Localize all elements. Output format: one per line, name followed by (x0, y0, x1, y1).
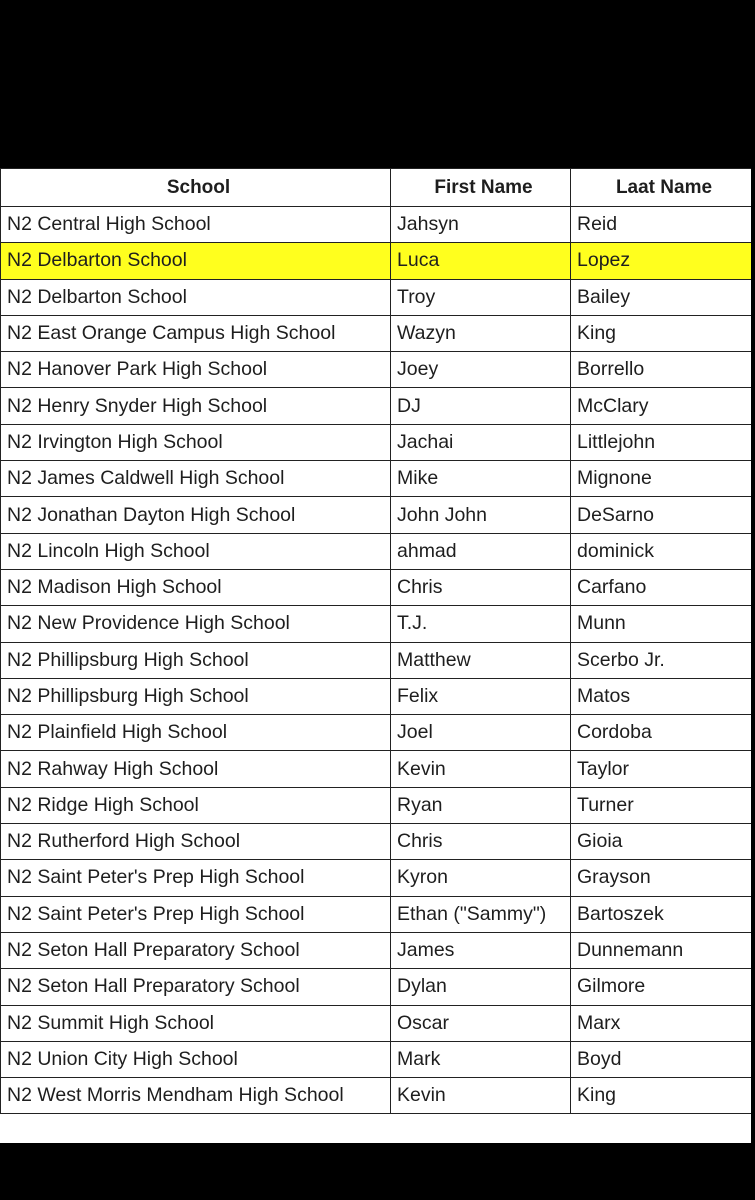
cell-first-name: Troy (391, 279, 571, 315)
table-row (1, 279, 752, 315)
cell-last-name: Carfano (571, 569, 752, 605)
cell-school: N2 Henry Snyder High School (1, 388, 391, 424)
table-row (1, 207, 752, 243)
cell-first-name: James (391, 932, 571, 968)
cell-first-name: Ryan (391, 787, 571, 823)
roster-sheet (0, 168, 755, 1143)
cell-last-name: Mignone (571, 461, 752, 497)
cell-last-name: DeSarno (571, 497, 752, 533)
table-row (1, 569, 752, 605)
table-row (1, 606, 752, 642)
table-row (1, 969, 752, 1005)
table-row (1, 932, 752, 968)
cell-first-name: Matthew (391, 642, 571, 678)
cell-first-name: Kevin (391, 751, 571, 787)
cell-first-name: Dylan (391, 969, 571, 1005)
table-row (1, 715, 752, 751)
table-row (1, 787, 752, 823)
cell-school: N2 Saint Peter's Prep High School (1, 896, 391, 932)
cell-school: N2 Phillipsburg High School (1, 678, 391, 714)
cell-school: N2 New Providence High School (1, 606, 391, 642)
cell-first-name: Joey (391, 352, 571, 388)
cell-school: N2 Seton Hall Preparatory School (1, 932, 391, 968)
cell-school: N2 East Orange Campus High School (1, 315, 391, 351)
cell-school: N2 Saint Peter's Prep High School (1, 860, 391, 896)
cell-last-name: Munn (571, 606, 752, 642)
table-row (1, 388, 752, 424)
table-row (1, 678, 752, 714)
cell-last-name: Bailey (571, 279, 752, 315)
cell-first-name: Jahsyn (391, 207, 571, 243)
cell-school: N2 James Caldwell High School (1, 461, 391, 497)
cell-last-name: Taylor (571, 751, 752, 787)
right-edge-strip (751, 168, 755, 1143)
table-row (1, 461, 752, 497)
cell-first-name: Ethan ("Sammy") (391, 896, 571, 932)
table-row (1, 352, 752, 388)
cell-first-name: John John (391, 497, 571, 533)
cell-last-name: Turner (571, 787, 752, 823)
table-row (1, 533, 752, 569)
cell-first-name: ahmad (391, 533, 571, 569)
cell-first-name: Chris (391, 824, 571, 860)
cell-last-name: Littlejohn (571, 424, 752, 460)
cell-school: N2 Rutherford High School (1, 824, 391, 860)
cell-last-name: McClary (571, 388, 752, 424)
cell-first-name: Wazyn (391, 315, 571, 351)
cell-school: N2 Ridge High School (1, 787, 391, 823)
header-school: School (1, 169, 391, 207)
table-row (1, 497, 752, 533)
cell-first-name: Oscar (391, 1005, 571, 1041)
cell-school: N2 Phillipsburg High School (1, 642, 391, 678)
cell-last-name: Cordoba (571, 715, 752, 751)
table-row (1, 1041, 752, 1077)
cell-first-name: Luca (391, 243, 571, 279)
header-first-name: First Name (391, 169, 571, 207)
cell-last-name: Borrello (571, 352, 752, 388)
header-row (1, 169, 752, 207)
cell-first-name: Mark (391, 1041, 571, 1077)
table-row (1, 1005, 752, 1041)
cell-school: N2 Irvington High School (1, 424, 391, 460)
cell-last-name: Marx (571, 1005, 752, 1041)
cell-school: N2 Union City High School (1, 1041, 391, 1077)
cell-school: N2 Central High School (1, 207, 391, 243)
cell-last-name: Grayson (571, 860, 752, 896)
roster-table (0, 168, 752, 1114)
table-row (1, 896, 752, 932)
cell-first-name: Jachai (391, 424, 571, 460)
cell-school: N2 Summit High School (1, 1005, 391, 1041)
table-row (1, 824, 752, 860)
table-row (1, 642, 752, 678)
cell-school: N2 Rahway High School (1, 751, 391, 787)
cell-school: N2 Hanover Park High School (1, 352, 391, 388)
table-row (1, 1078, 752, 1114)
cell-school: N2 Jonathan Dayton High School (1, 497, 391, 533)
cell-last-name: Dunnemann (571, 932, 752, 968)
cell-school: N2 Plainfield High School (1, 715, 391, 751)
bottom-black-bar (0, 1143, 755, 1200)
cell-school: N2 West Morris Mendham High School (1, 1078, 391, 1114)
cell-last-name: Reid (571, 207, 752, 243)
cell-first-name: Felix (391, 678, 571, 714)
cell-school: N2 Lincoln High School (1, 533, 391, 569)
cell-first-name: DJ (391, 388, 571, 424)
cell-first-name: T.J. (391, 606, 571, 642)
cell-last-name: Boyd (571, 1041, 752, 1077)
cell-school: N2 Seton Hall Preparatory School (1, 969, 391, 1005)
cell-last-name: King (571, 1078, 752, 1114)
cell-last-name: Lopez (571, 243, 752, 279)
table-row (1, 315, 752, 351)
cell-last-name: dominick (571, 533, 752, 569)
cell-last-name: King (571, 315, 752, 351)
cell-last-name: Matos (571, 678, 752, 714)
cell-school: N2 Delbarton School (1, 279, 391, 315)
table-row-highlighted (1, 243, 752, 279)
cell-last-name: Bartoszek (571, 896, 752, 932)
cell-last-name: Gioia (571, 824, 752, 860)
table-body (1, 207, 752, 1114)
table-row (1, 751, 752, 787)
table-row (1, 860, 752, 896)
cell-first-name: Chris (391, 569, 571, 605)
cell-last-name: Gilmore (571, 969, 752, 1005)
cell-school: N2 Madison High School (1, 569, 391, 605)
cell-first-name: Joel (391, 715, 571, 751)
cell-first-name: Kyron (391, 860, 571, 896)
cell-school: N2 Delbarton School (1, 243, 391, 279)
cell-first-name: Kevin (391, 1078, 571, 1114)
header-last-name: Laat Name (571, 169, 752, 207)
table-row (1, 424, 752, 460)
cell-last-name: Scerbo Jr. (571, 642, 752, 678)
cell-first-name: Mike (391, 461, 571, 497)
